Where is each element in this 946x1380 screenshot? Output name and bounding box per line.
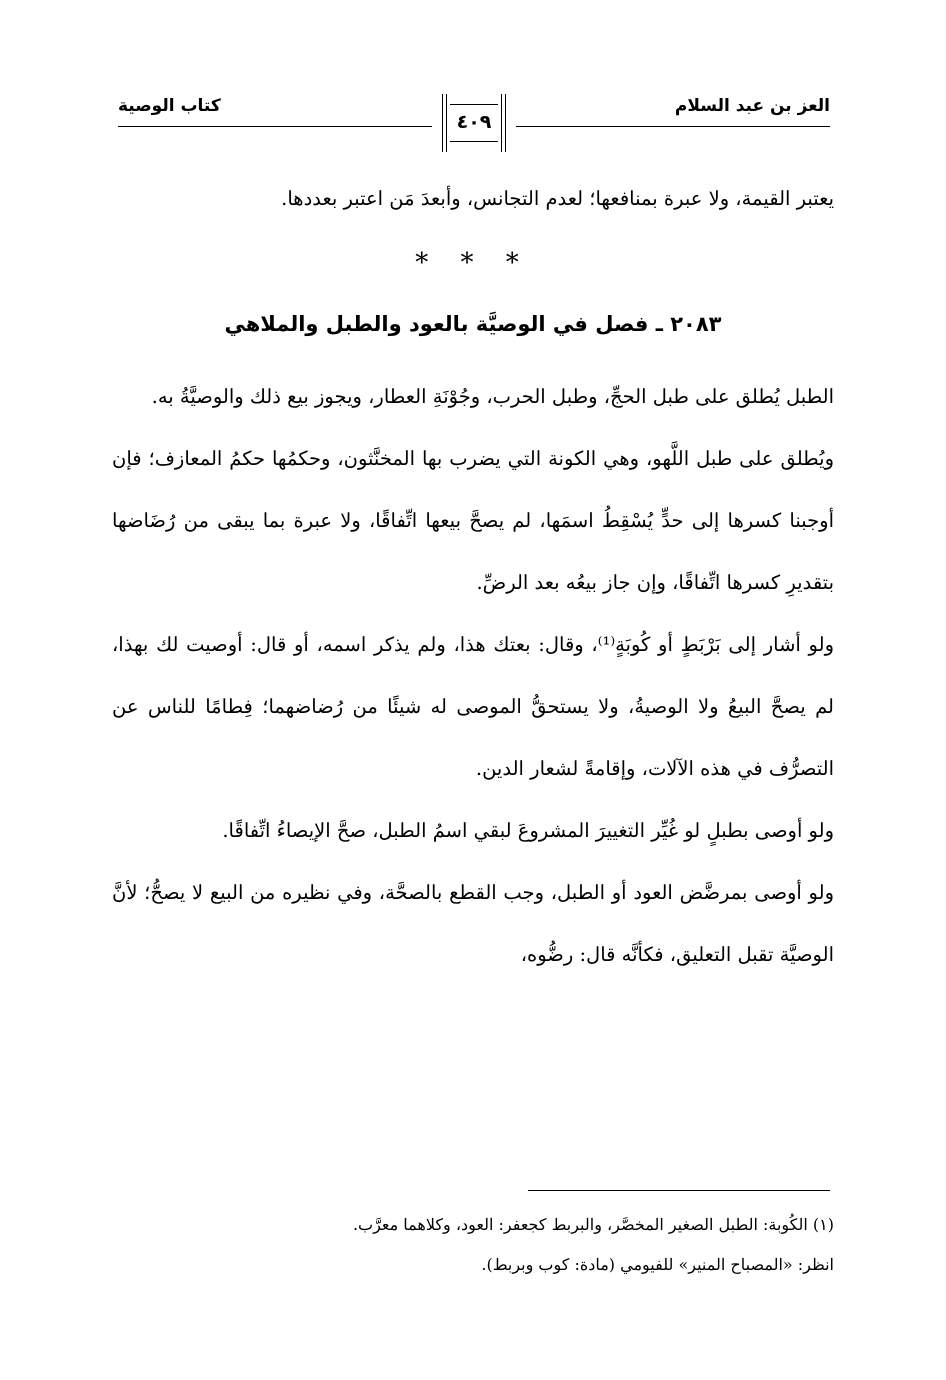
footnote-line: (١) الكُوبة: الطبل الصغير المخصَّر، والبربط كجعفر: العود، وكلاهما معرَّب.: [352, 1215, 834, 1234]
page-number-frame: [440, 94, 508, 152]
header-book-title: كتاب الوصية: [118, 96, 221, 116]
page-number: ٤٠٩: [456, 111, 492, 133]
carryover-text-block: [112, 168, 834, 230]
header-author: العز بن عبد السلام: [674, 96, 830, 116]
paragraph: ويُطلق على طبل اللَّهو، وهي الكونة التي يضرب بها المخنَّثون، وحكمُها حكمُ المعازف؛ فإن أوجبنا كسرها إلى حدٍّ يُسْقِطُ اسمَها، لم يصحَّ بيعها اتِّفاقًا، ولا عبرة بما يبقى من رُضَاضها بتقديرِ كسرها اتِّفاقًا، وإن جاز بيعُه بعد الرضِّ.: [112, 447, 834, 594]
footnote-line: انظر: «المصباح المنير» للفيومي (مادة: كوب وبربط).: [481, 1255, 834, 1274]
section-heading: ٢٠٨٣ ـ فصل في الوصيَّة بالعود والطبل والملاهي: [224, 312, 722, 336]
footnote-block: [112, 1205, 834, 1285]
header-rule-right: [516, 126, 830, 127]
section-separator: * * *: [415, 248, 531, 278]
paragraph: ولو أوصى بطبلٍ لو غُيِّر التغييرَ المشروعَ لبقي اسمُ الطبل، صحَّ الإيصاءُ اتِّفاقًا.: [222, 819, 834, 842]
main-text-block: [112, 366, 834, 986]
header-rule-left: [118, 126, 432, 127]
paragraph: ولو أوصى بمرضَّض العود أو الطبل، وجب القطع بالصحَّة، وفي نظيره من البيع لا يصحُّ؛ لأنَّ الوصيَّة تقبل التعليق، فكأنَّه قال: رضُّوه،: [112, 881, 834, 966]
running-header: [118, 92, 830, 162]
carryover-paragraph: يعتبر القيمة، ولا عبرة بمنافعها؛ لعدم التجانس، وأبعدَ مَن اعتبر بعددها.: [281, 187, 834, 210]
paragraph: ولو أشار إلى بَرْبَطٍ أو كُوبَةٍ⁽¹⁾، وقال: بعتك هذا، ولم يذكر اسمه، أو قال: أوصيت لك بهذا، لم يصحَّ البيعُ ولا الوصيةُ، ولا يستحقُّ الموصى له شيئًا من رُضاضهما؛ فِطامًا للناس عن التصرُّف في هذه الآلات، وإقامةً لشعار الدين.: [112, 633, 834, 780]
footnote-rule: [528, 1190, 830, 1191]
paragraph: الطبل يُطلق على طبل الحجِّ، وطبل الحرب، وجُوْنَةِ العطار، ويجوز بيع ذلك والوصيَّةُ به.: [151, 385, 834, 408]
